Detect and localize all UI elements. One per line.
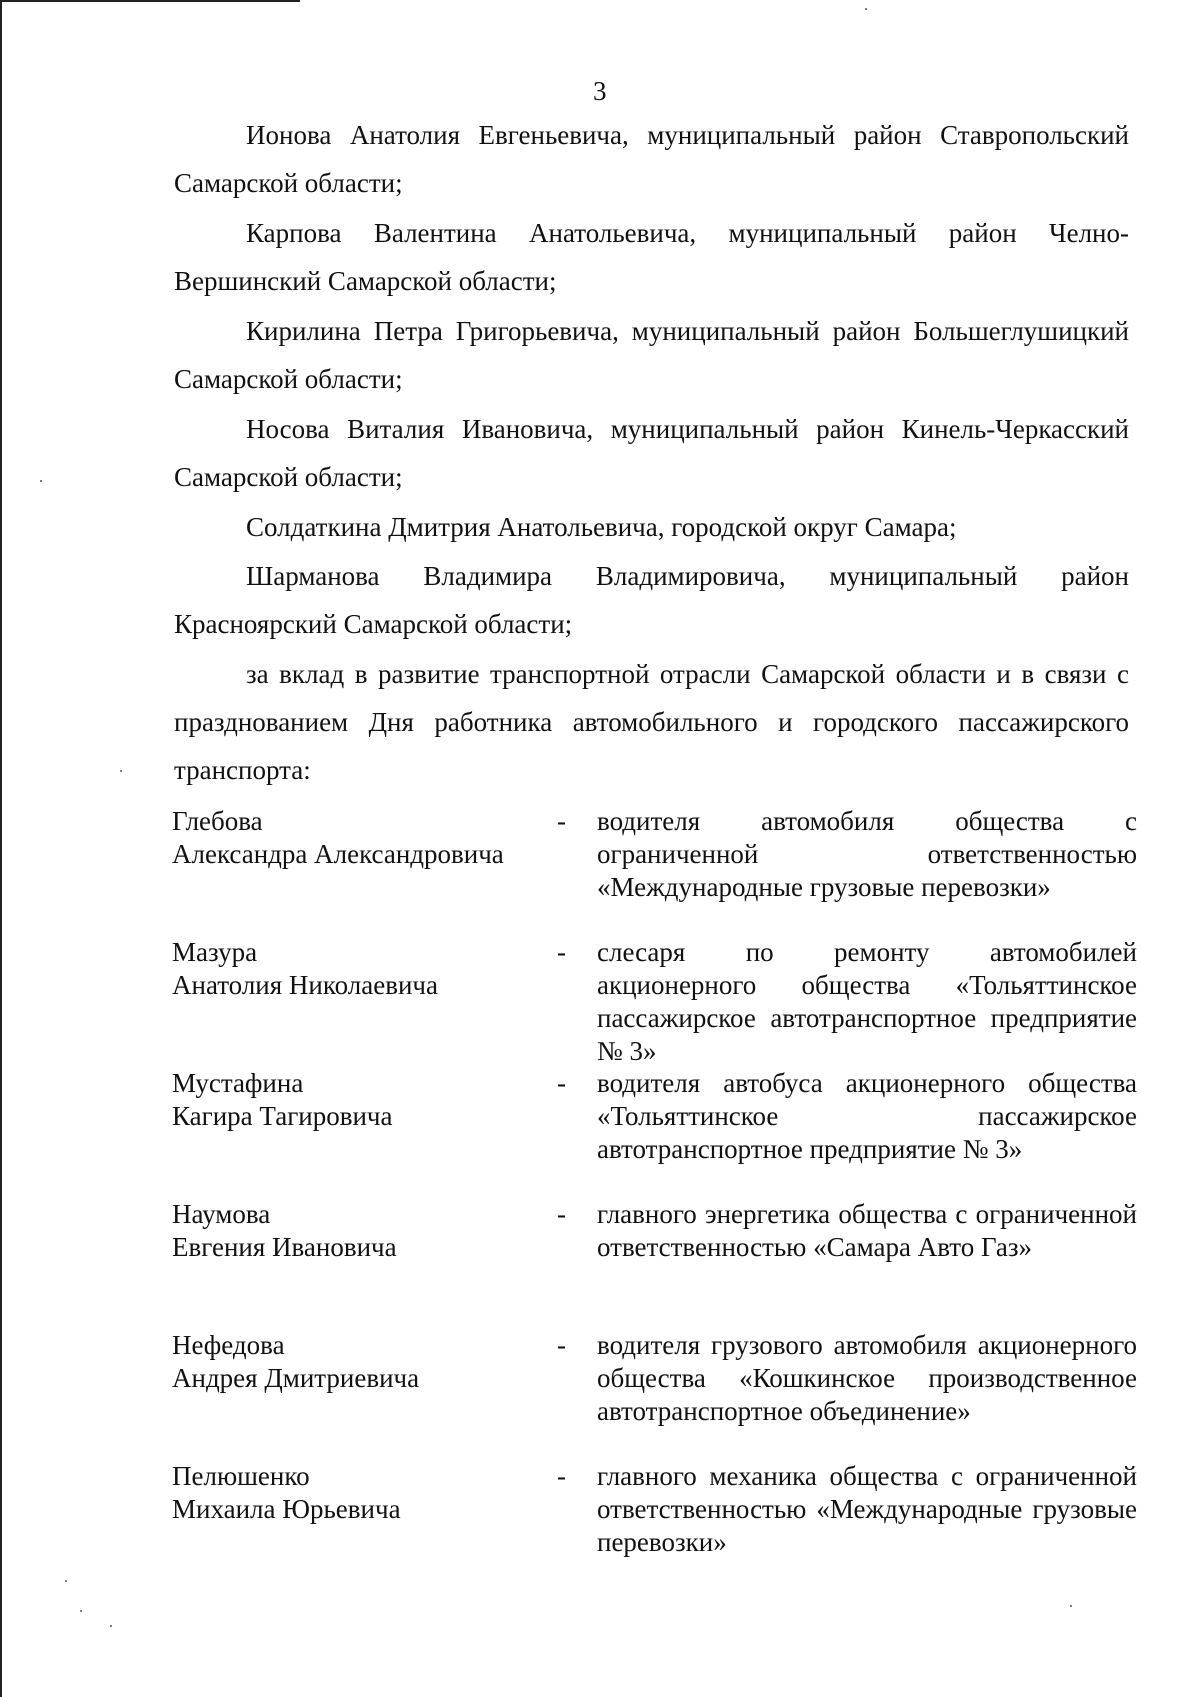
page-number: 3 — [593, 76, 607, 106]
scan-speck — [80, 1610, 82, 1612]
scan-edge-top — [0, 0, 300, 2]
person-name — [172, 936, 552, 1002]
paragraph-award-reason: за вклад в развитие транспортной отрасли Самарской области и в связи с празднованием Дня работника автомобильного и городского пассажирского транспорта: — [174, 659, 1129, 785]
paragraph-ionov: Ионова Анатолия Евгеньевича, муниципальный район Ставропольский Самарской области; — [174, 120, 1129, 198]
entry-dash: - — [557, 1461, 566, 1491]
person-name — [172, 1067, 552, 1133]
person-position: слесаря по ремонту автомобилей акционерного общества «Тольяттинское пассажирское автотранспортное предприятие № 3» — [597, 937, 1137, 1066]
person-position: водителя автобуса акционерного общества «Тольяттинское пассажирское автотранспортное предприятие № 3» — [597, 1068, 1137, 1164]
person-surname: Мустафина — [172, 1068, 304, 1098]
person-surname: Пелюшенко — [172, 1461, 310, 1491]
scan-speck — [65, 1580, 67, 1582]
person-given-name: Александра Александровича — [172, 839, 504, 869]
person-given-name: Кагира Тагировича — [172, 1101, 393, 1131]
scan-speck — [40, 480, 42, 482]
entry-dash: - — [557, 1199, 566, 1229]
entry-dash: - — [557, 1330, 566, 1360]
person-position: главного энергетика общества с ограниченной ответственностью «Самара Авто Газ» — [597, 1199, 1137, 1262]
scan-speck — [865, 8, 867, 10]
person-surname: Наумова — [172, 1199, 271, 1229]
entry-dash: - — [557, 1068, 566, 1098]
paragraph-kirilin: Кирилина Петра Григорьевича, муниципальный район Большеглушицкий Самарской области; — [174, 316, 1129, 394]
person-given-name: Анатолия Николаевича — [172, 970, 438, 1000]
person-name — [172, 1198, 552, 1264]
paragraph-nosov: Носова Виталия Ивановича, муниципальный район Кинель-Черкасский Самарской области; — [174, 414, 1129, 492]
entry-dash: - — [557, 937, 566, 967]
paragraph-soldatkin: Солдаткина Дмитрия Анатольевича, городской округ Самара; — [246, 512, 957, 542]
scan-edge-left — [0, 0, 2, 1697]
person-position: водителя автомобиля общества с ограниченной ответственностью «Международные грузовые перевозки» — [597, 806, 1137, 902]
person-position: главного механика общества с ограниченной ответственностью «Международные грузовые перевозки» — [597, 1461, 1137, 1557]
paragraph-karpov: Карпова Валентина Анатольевича, муниципальный район Челно-Вершинский Самарской области; — [174, 218, 1129, 296]
person-position: водителя грузового автомобиля акционерного общества «Кошкинское производственное автотранспортное объединение» — [597, 1330, 1137, 1426]
entry-dash: - — [557, 806, 566, 836]
person-surname: Глебова — [172, 806, 263, 836]
person-given-name: Евгения Ивановича — [172, 1232, 397, 1262]
paragraph-sharmanov: Шарманова Владимира Владимировича, муниципальный район Красноярский Самарской области; — [174, 561, 1129, 639]
person-given-name: Михаила Юрьевича — [172, 1494, 401, 1524]
person-name — [172, 805, 552, 871]
person-surname: Нефедова — [172, 1330, 285, 1360]
scan-speck — [120, 770, 122, 772]
person-name — [172, 1460, 552, 1526]
person-given-name: Андрея Дмитриевича — [172, 1363, 420, 1393]
scan-speck — [110, 1625, 112, 1627]
scan-speck — [1070, 1605, 1072, 1607]
person-name — [172, 1329, 552, 1395]
person-surname: Мазура — [172, 937, 258, 967]
